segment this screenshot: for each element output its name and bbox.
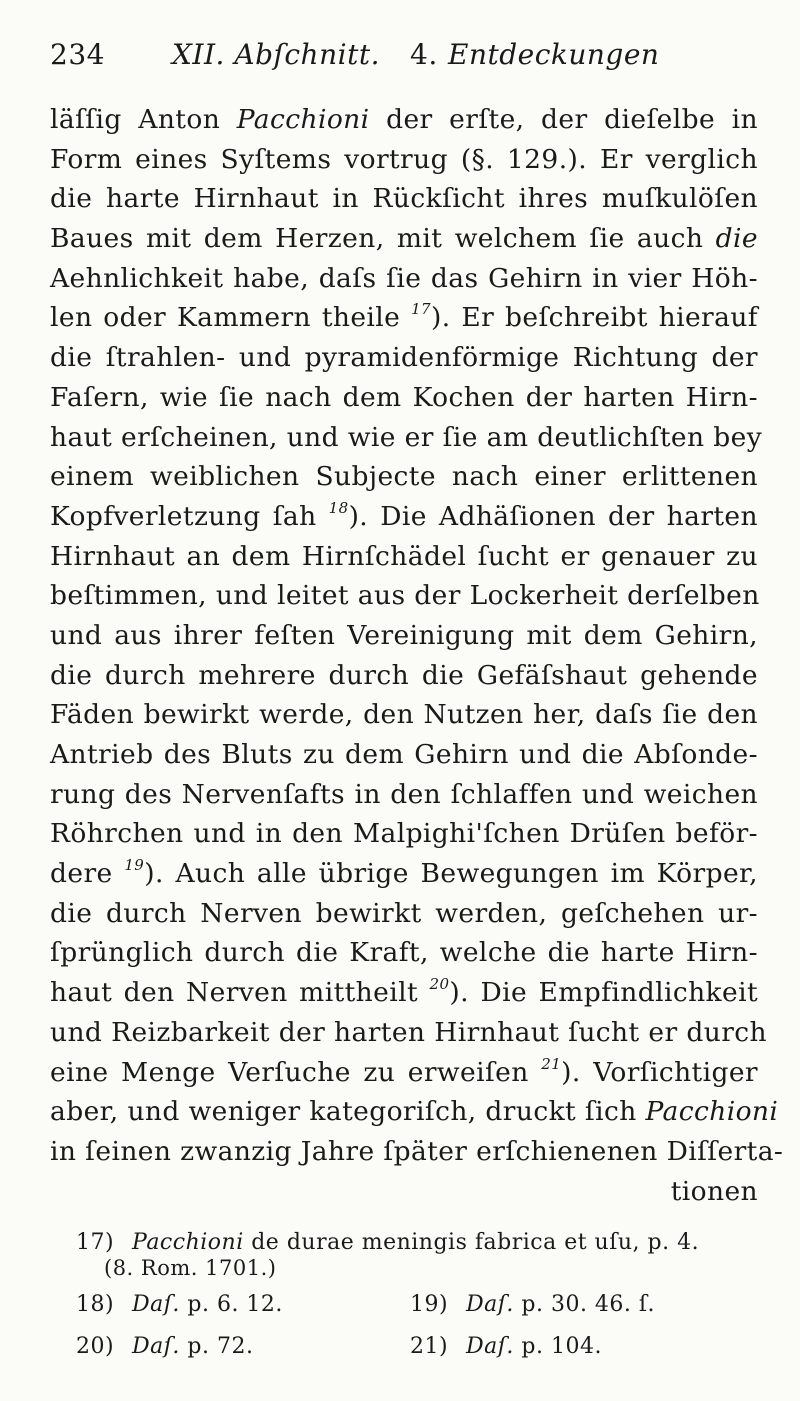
text-run: läſſig Anton (50, 104, 237, 135)
text-line (50, 814, 758, 854)
text-run: Pacchioni (645, 1096, 779, 1128)
text-run: die (715, 223, 758, 255)
text-line (50, 219, 758, 259)
text-line (50, 735, 758, 775)
footnotes (76, 1226, 756, 1368)
footnote-text: p. 72. (179, 1334, 254, 1359)
text-run: ). Die Empfindlichkeit (449, 977, 758, 1009)
text-run: eine Menge Verſuche zu erweiſen (50, 1056, 542, 1088)
text-line (50, 1172, 758, 1212)
text-run: in ſeinen zwanzig Jahre ſpäter erſchienenen Diſſerta- (50, 1135, 784, 1167)
text-run: ). Die Adhäſionen der harten (348, 500, 758, 532)
footnote-number: 20) (76, 1334, 115, 1359)
footnote-ref: Daſ. (466, 1334, 514, 1359)
text-line (50, 656, 758, 696)
text-line (50, 973, 758, 1013)
running-header (50, 38, 750, 84)
text-run: der erſte, der dieſelbe in (369, 104, 758, 135)
text-line (50, 1092, 779, 1132)
page-number: 234 (50, 38, 105, 71)
footnote-number: 17) (76, 1230, 115, 1255)
section-number: 4. (410, 38, 438, 71)
text-line (50, 100, 758, 140)
text-line (50, 576, 758, 616)
text-run: die durch mehrere durch die Gefäſshaut gehende (50, 659, 758, 691)
footnote-marker: 17 (411, 300, 431, 319)
footnote-text: p. 6. 12. (179, 1292, 283, 1317)
footnote-number: 19) (410, 1292, 449, 1317)
text-line (50, 537, 758, 577)
text-run: beſtimmen, und leitet aus der Lockerheit derſelben (50, 580, 760, 612)
footnote-marker: 21 (541, 1054, 562, 1073)
text-line (50, 140, 758, 180)
text-run: ). Er beſchreibt hierauf (430, 302, 758, 334)
text-run: haut den Nerven mittheilt (50, 977, 430, 1009)
footnote-21 (410, 1326, 602, 1368)
text-line (50, 457, 758, 497)
footnote-marker: 20 (429, 975, 450, 994)
footnote-marker: 19 (124, 856, 145, 875)
footnote-marker: 18 (328, 498, 349, 517)
text-line (50, 179, 758, 219)
text-line (50, 378, 758, 418)
text-line (50, 418, 763, 458)
text-run: Hirnhaut an dem Hirnſchädel ſucht er genauer zu (50, 540, 758, 572)
text-run: ſprünglich durch die Kraft, welche die harte Hirn- (50, 937, 758, 969)
text-run: Röhrchen und in den Malpighi'ſchen Drüſen beför- (50, 818, 758, 850)
text-run: und aus ihrer feſten Vereinigung mit dem Gehirn, (50, 619, 758, 651)
text-line (50, 1053, 758, 1093)
text-line (50, 1013, 767, 1053)
text-run: Antrieb des Bluts zu dem Gehirn und die Abſonde- (50, 739, 758, 770)
text-run: Aehnlichkeit habe, daſs ſie das Gehirn in vier Höh- (50, 262, 758, 294)
text-run: die ſtrahlen- und pyramidenförmige Richtung der (50, 342, 758, 374)
text-line (50, 1132, 784, 1172)
text-line (50, 259, 758, 299)
section-title: Entdeckungen (448, 38, 660, 71)
text-run: Faſern, wie ſie nach dem Kochen der harten Hirn- (50, 381, 758, 413)
text-line (50, 894, 758, 934)
text-line (50, 854, 758, 894)
text-run: haut erſcheinen, und wie er ſie am deutlichſten bey (50, 421, 763, 453)
chapter-heading: XII. Abſchnitt. (172, 38, 380, 71)
footnote-text: p. 104. (513, 1334, 602, 1359)
footnote-number: 18) (76, 1292, 115, 1317)
text-line (50, 298, 758, 338)
text-run: und Reizbarkeit der harten Hirnhaut ſucht er durch (50, 1016, 767, 1048)
text-run: tionen (670, 1175, 758, 1207)
footnote-ref: Daſ. (466, 1292, 514, 1317)
text-line (50, 775, 758, 815)
text-line (50, 497, 758, 537)
text-run: dere (50, 858, 125, 890)
footnote-text: de durae meningis fabrica et uſu, p. 4. (243, 1230, 700, 1255)
text-run: len oder Kammern theile (50, 302, 412, 334)
footnote-number: 21) (410, 1334, 449, 1359)
text-run: Baues mit dem Herzen, mit welchem ſie auch (50, 223, 716, 255)
text-run: die durch Nerven bewirkt werden, geſchehen ur- (50, 897, 758, 929)
text-line (50, 616, 758, 656)
text-run: Form eines Syſtems vortrug (§. 129.). Er verglich (50, 143, 758, 175)
text-run: ). Auch alle übrige Bewegungen im Körper, (144, 858, 759, 890)
text-run: rung des Nervenſafts in den ſchlaffen und weichen (50, 778, 758, 810)
footnote-19 (410, 1284, 655, 1326)
text-run: ). Vorſichtiger (561, 1056, 759, 1088)
footnote-text: (8. Rom. 1701.) (104, 1256, 277, 1280)
footnote-20 (76, 1326, 253, 1368)
text-line (50, 933, 758, 973)
footnote-18 (76, 1284, 283, 1326)
text-run: einem weiblichen Subjecte nach einer erlittenen (50, 461, 758, 493)
footnote-ref: Daſ. (132, 1334, 180, 1359)
footnote-ref: Daſ. (132, 1292, 180, 1317)
text-line (50, 338, 758, 378)
text-run: Fäden bewirkt werde, den Nutzen her, daſs ſie den (50, 699, 758, 731)
body-text (50, 100, 784, 1211)
text-line (50, 695, 758, 735)
text-run: die harte Hirnhaut in Rückſicht ihres muſkulöſen (50, 183, 758, 215)
text-run: Pacchioni (236, 104, 370, 135)
text-run: aber, und weniger kategoriſch, druckt ſich (50, 1096, 646, 1128)
footnote-row (76, 1326, 756, 1368)
text-run: Kopfverletzung ſah (50, 500, 329, 532)
footnote-row (76, 1284, 756, 1326)
footnote-17-continuation (76, 1254, 756, 1284)
footnote-author: Pacchioni (132, 1230, 244, 1255)
footnote-text: p. 30. 46. ſ. (513, 1292, 656, 1317)
